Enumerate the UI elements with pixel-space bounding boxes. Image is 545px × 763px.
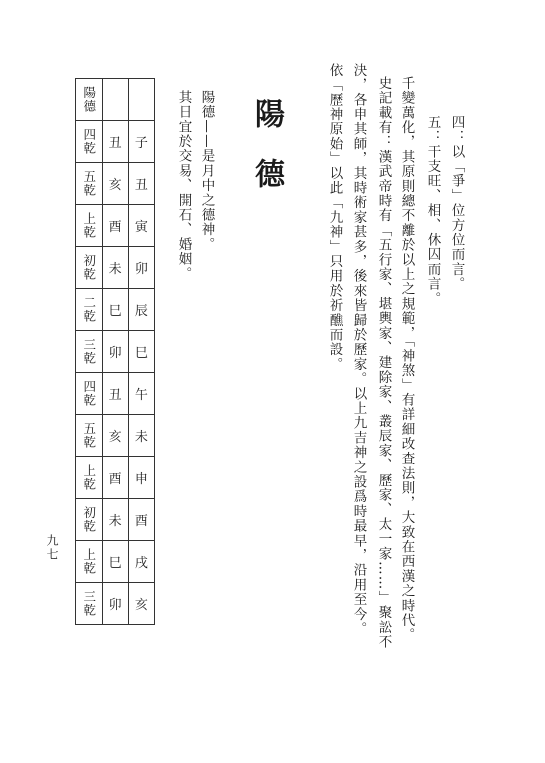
table-cell-month: 巳 <box>128 331 154 373</box>
table-cell-month: 酉 <box>128 499 154 541</box>
table-row <box>76 373 155 415</box>
table-cell-label: 四乾 <box>76 373 103 415</box>
section-title: 陽德 <box>249 98 284 218</box>
table-cell-branch: 巳 <box>102 541 128 583</box>
table-cell-month: 寅 <box>128 205 154 247</box>
table-cell-label: 二乾 <box>76 289 103 331</box>
table-cell-branch: 卯 <box>102 331 128 373</box>
table-row <box>76 415 155 457</box>
table-header-empty <box>102 79 128 121</box>
table-cell-label: 上乾 <box>76 541 103 583</box>
table-row <box>76 289 155 331</box>
table-cell-month: 亥 <box>128 583 154 625</box>
table-cell-branch: 亥 <box>102 415 128 457</box>
table-cell-label: 初乾 <box>76 247 103 289</box>
text-column-2: 五：干支旺、相、休囚而言。 <box>424 115 441 307</box>
table-row <box>76 499 155 541</box>
table-cell-branch: 未 <box>102 499 128 541</box>
table-row <box>76 541 155 583</box>
table-cell-month: 卯 <box>128 247 154 289</box>
table-row <box>76 121 155 163</box>
description-line-1: 陽德——是月中之德神。 <box>198 90 215 252</box>
table-cell-branch: 丑 <box>102 373 128 415</box>
table-cell-label: 三乾 <box>76 331 103 373</box>
table-cell-branch: 巳 <box>102 289 128 331</box>
table-row <box>76 205 155 247</box>
table-cell-branch: 酉 <box>102 457 128 499</box>
table-cell-branch: 未 <box>102 247 128 289</box>
table-cell-label: 五乾 <box>76 415 103 457</box>
text-column-3: 千變萬化，其原則總不離於以上之規範，「神煞」有詳細改查法則，大致在西漢之時代。 <box>398 76 415 643</box>
description-line-2: 其日宜於交易、開石、婚姻。 <box>175 90 192 282</box>
table-cell-month: 午 <box>128 373 154 415</box>
table-header-label: 陽德 <box>76 79 103 121</box>
table-cell-month: 申 <box>128 457 154 499</box>
table-row <box>76 457 155 499</box>
table-cell-label: 上乾 <box>76 457 103 499</box>
yang-de-table <box>75 78 155 625</box>
page-number: 九七 <box>45 534 59 562</box>
table-cell-label: 五乾 <box>76 163 103 205</box>
table-row <box>76 163 155 205</box>
table-cell-label: 四乾 <box>76 121 103 163</box>
table-cell-branch: 卯 <box>102 583 128 625</box>
table-cell-month: 子 <box>128 121 154 163</box>
table-cell-branch: 酉 <box>102 205 128 247</box>
table-row <box>76 583 155 625</box>
text-column-5: 決，各申其師，其時術家甚多，後來皆歸於歷家。以上九吉神之設爲時最早，沿用至今。 <box>350 63 367 637</box>
table-cell-label: 上乾 <box>76 205 103 247</box>
table-cell-month: 戌 <box>128 541 154 583</box>
table-cell-label: 三乾 <box>76 583 103 625</box>
text-column-6: 依「歷神原始」以此「九神」只用於祈醮而設。 <box>326 63 343 372</box>
table-row <box>76 247 155 289</box>
table-cell-month: 辰 <box>128 289 154 331</box>
table-row <box>76 331 155 373</box>
table-header-row <box>76 79 155 121</box>
text-column-1: 四：以「爭」位方位而言。 <box>448 115 465 292</box>
table-cell-month: 未 <box>128 415 154 457</box>
table-cell-branch: 丑 <box>102 121 128 163</box>
table-header-empty <box>128 79 154 121</box>
table-cell-month: 丑 <box>128 163 154 205</box>
text-column-4: 史記載有：漢武帝時有「五行家、堪輿家、建除家、叢辰家、歷家、太一家……」聚訟不 <box>375 76 392 650</box>
table-cell-label: 初乾 <box>76 499 103 541</box>
table-cell-branch: 亥 <box>102 163 128 205</box>
